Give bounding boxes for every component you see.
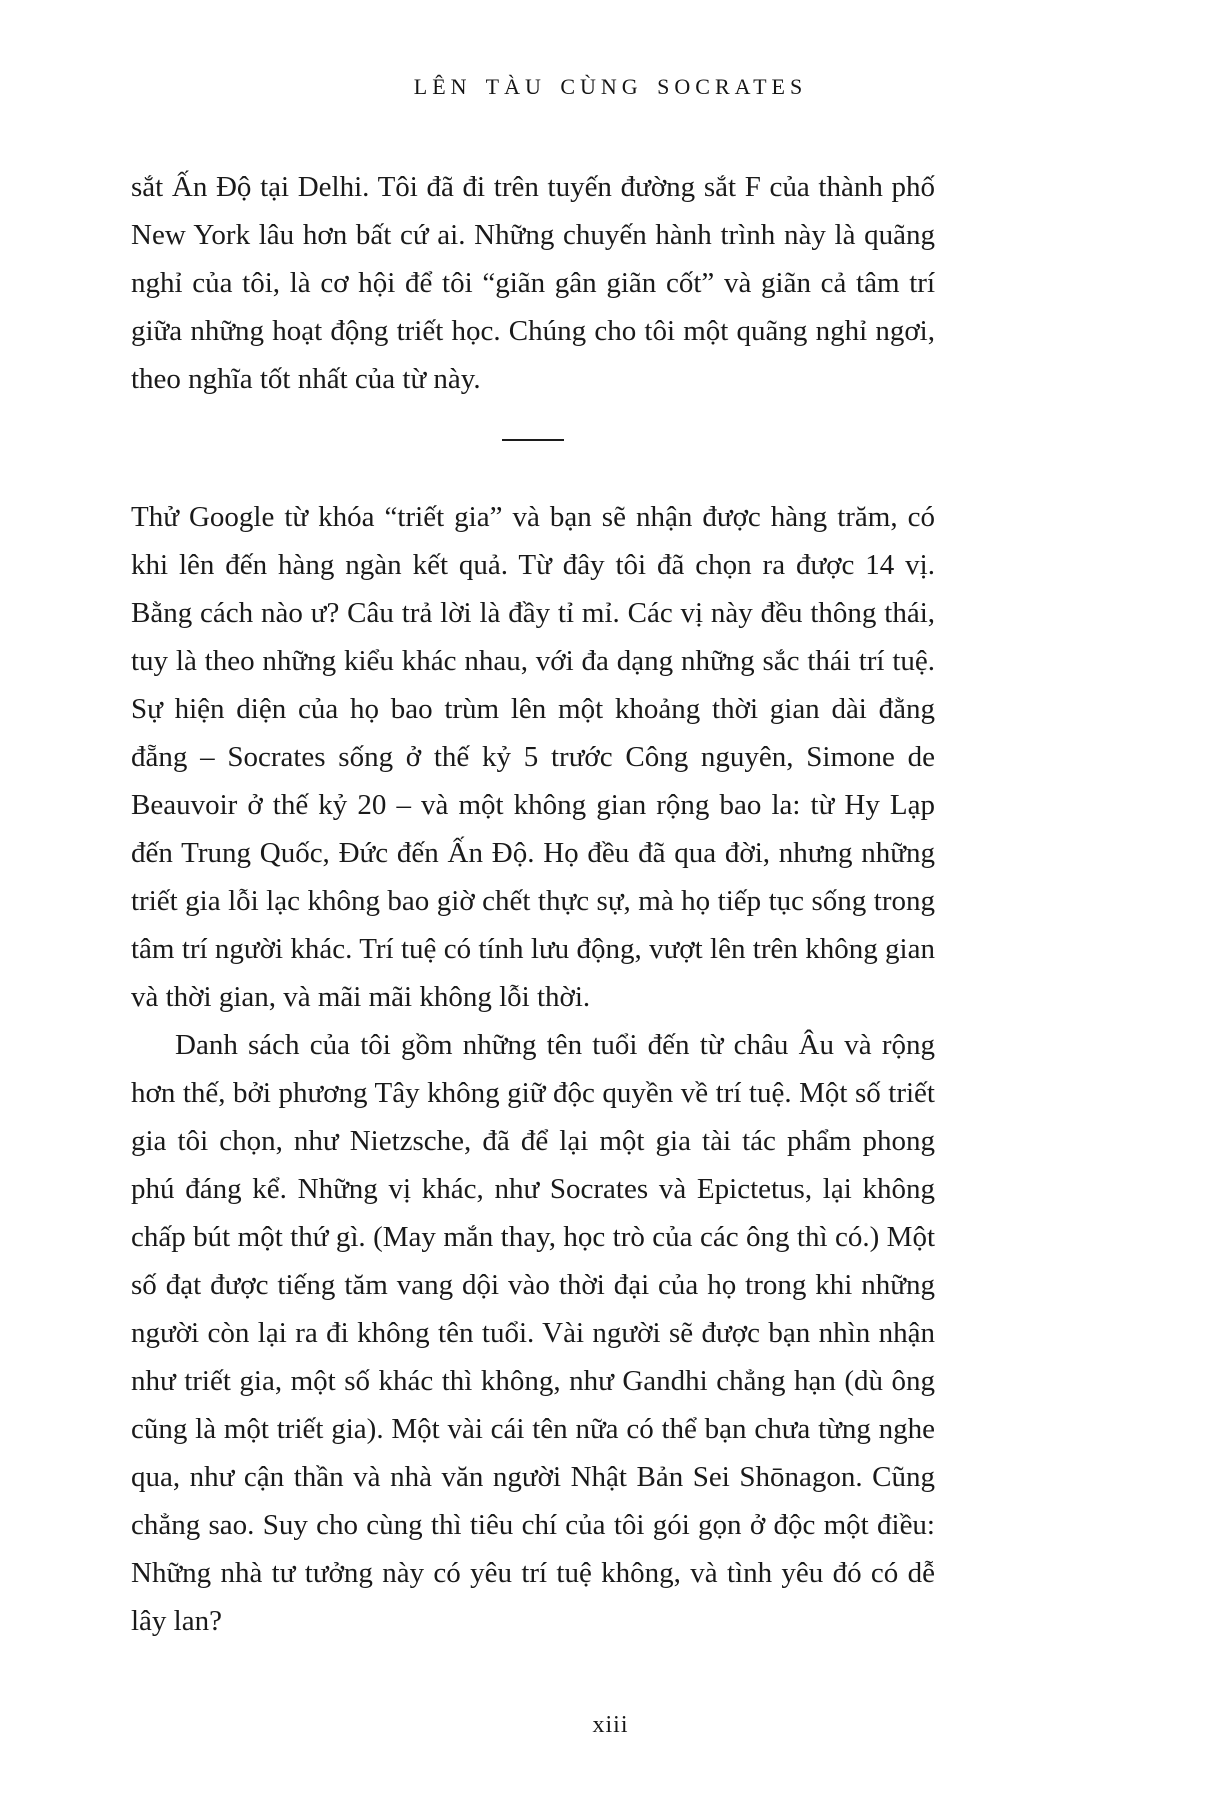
section-separator xyxy=(502,439,564,441)
page-number: xiii xyxy=(592,1712,629,1738)
paragraph-philosopher-list: Danh sách của tôi gồm những tên tuổi đến từ châu Âu và rộng hơn thế, bởi phương Tây không giữ độc quyền về trí tuệ. Một số triết gia tôi chọn, như Nietzsche, đã để lại một gia tài tác phẩm phong phú đáng kể. Những vị khác, như Socrates và Epictetus, lại không chấp bút một thứ gì. (May mắn thay, học trò của các ông thì có.) Một số đạt được tiếng tăm vang dội vào thời đại của họ trong khi những người còn lại ra đi không tên tuổi. Vài người sẽ được bạn nhìn nhận như triết gia, một số khác thì không, như Gandhi chẳng hạn (dù ông cũng là một triết gia). Một vài cái tên nữa có thể bạn chưa từng nghe qua, như cận thần và nhà văn người Nhật Bản Sei Shōnagon. Cũng chẳng sao. Suy cho cùng thì tiêu chí của tôi gói gọn ở độc một điều: Những nhà tư tưởng này có yêu trí tuệ không, và tình yêu đó có dễ lây lan? xyxy=(131,1029,935,1637)
paragraph-continuation: sắt Ấn Độ tại Delhi. Tôi đã đi trên tuyến đường sắt F của thành phố New York lâu hơn bất cứ ai. Những chuyến hành trình này là quãng nghỉ của tôi, là cơ hội để tôi “giãn gân giãn cốt” và giãn cả tâm trí giữa những hoạt động triết học. Chúng cho tôi một quãng nghỉ ngơi, theo nghĩa tốt nhất của từ này. xyxy=(131,171,935,395)
paragraph-google-search: Thử Google từ khóa “triết gia” và bạn sẽ nhận được hàng trăm, có khi lên đến hàng ngàn kết quả. Từ đây tôi đã chọn ra được 14 vị. Bằng cách nào ư? Câu trả lời là đầy tỉ mỉ. Các vị này đều thông thái, tuy là theo những kiểu khác nhau, với đa dạng những sắc thái trí tuệ. Sự hiện diện của họ bao trùm lên một khoảng thời gian dài đằng đẵng – Socrates sống ở thế kỷ 5 trước Công nguyên, Simone de Beauvoir ở thế kỷ 20 – và một không gian rộng bao la: từ Hy Lạp đến Trung Quốc, Đức đến Ấn Độ. Họ đều đã qua đời, nhưng những triết gia lỗi lạc không bao giờ chết thực sự, mà họ tiếp tục sống trong tâm trí người khác. Trí tuệ có tính lưu động, vượt lên trên không gian và thời gian, và mãi mãi không lỗi thời. xyxy=(131,501,935,1013)
running-head: LÊN TÀU CÙNG SOCRATES xyxy=(413,74,808,99)
text-block xyxy=(131,163,935,1645)
